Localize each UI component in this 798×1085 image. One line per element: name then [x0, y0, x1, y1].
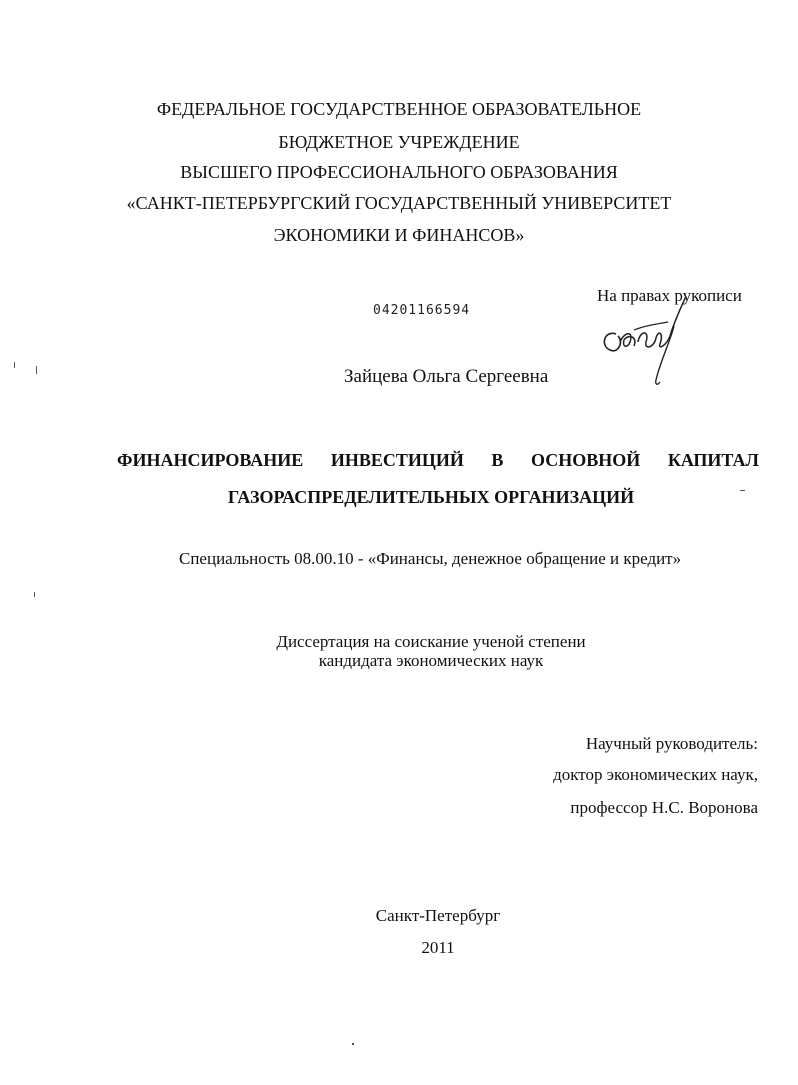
scan-speck [740, 490, 745, 491]
signature-icon [594, 282, 694, 392]
supervisor-name: профессор Н.С. Воронова [570, 798, 758, 817]
stamp-code: 04201166594 [373, 303, 471, 318]
rights-note: На правах рукописи [597, 286, 742, 305]
dissertation-line-2: кандидата экономических наук [318, 651, 544, 670]
scan-speck [36, 366, 37, 374]
title-word: ОСНОВНОЙ [531, 450, 641, 470]
title-word: КАПИТАЛ [667, 450, 759, 470]
supervisor-label: Научный руководитель: [585, 734, 758, 753]
institution-line-3: ВЫСШЕГО ПРОФЕССИОНАЛЬНОГО ОБРАЗОВАНИЯ [180, 162, 618, 182]
scan-speck [352, 1043, 354, 1045]
specialty: Специальность 08.00.10 - «Финансы, денежное обращение и кредит» [179, 549, 682, 568]
title-line-2: ГАЗОРАСПРЕДЕЛИТЕЛЬНЫХ ОРГАНИЗАЦИЙ [227, 487, 635, 507]
scan-speck [34, 592, 35, 597]
author-name: Зайцева Ольга Сергеевна [344, 366, 549, 387]
title-word: В [491, 450, 504, 470]
institution-line-5: ЭКОНОМИКИ И ФИНАНСОВ» [273, 225, 525, 245]
year: 2011 [421, 938, 455, 957]
dissertation-line-1: Диссертация на соискание ученой степени [276, 632, 586, 651]
place: Санкт-Петербург [375, 906, 501, 925]
title-word: ИНВЕСТИЦИЙ [330, 450, 464, 470]
institution-line-1: ФЕДЕРАЛЬНОЕ ГОСУДАРСТВЕННОЕ ОБРАЗОВАТЕЛЬНОЕ [156, 99, 642, 119]
institution-line-2: БЮДЖЕТНОЕ УЧРЕЖДЕНИЕ [278, 132, 520, 152]
scan-speck [14, 362, 15, 368]
supervisor-degree: доктор экономических наук, [553, 765, 758, 784]
title-line-1 [117, 449, 759, 471]
title-word: ФИНАНСИРОВАНИЕ [117, 450, 304, 470]
institution-line-4: «САНКТ-ПЕТЕРБУРГСКИЙ ГОСУДАРСТВЕННЫЙ УНИВЕРСИТЕТ [126, 193, 672, 213]
